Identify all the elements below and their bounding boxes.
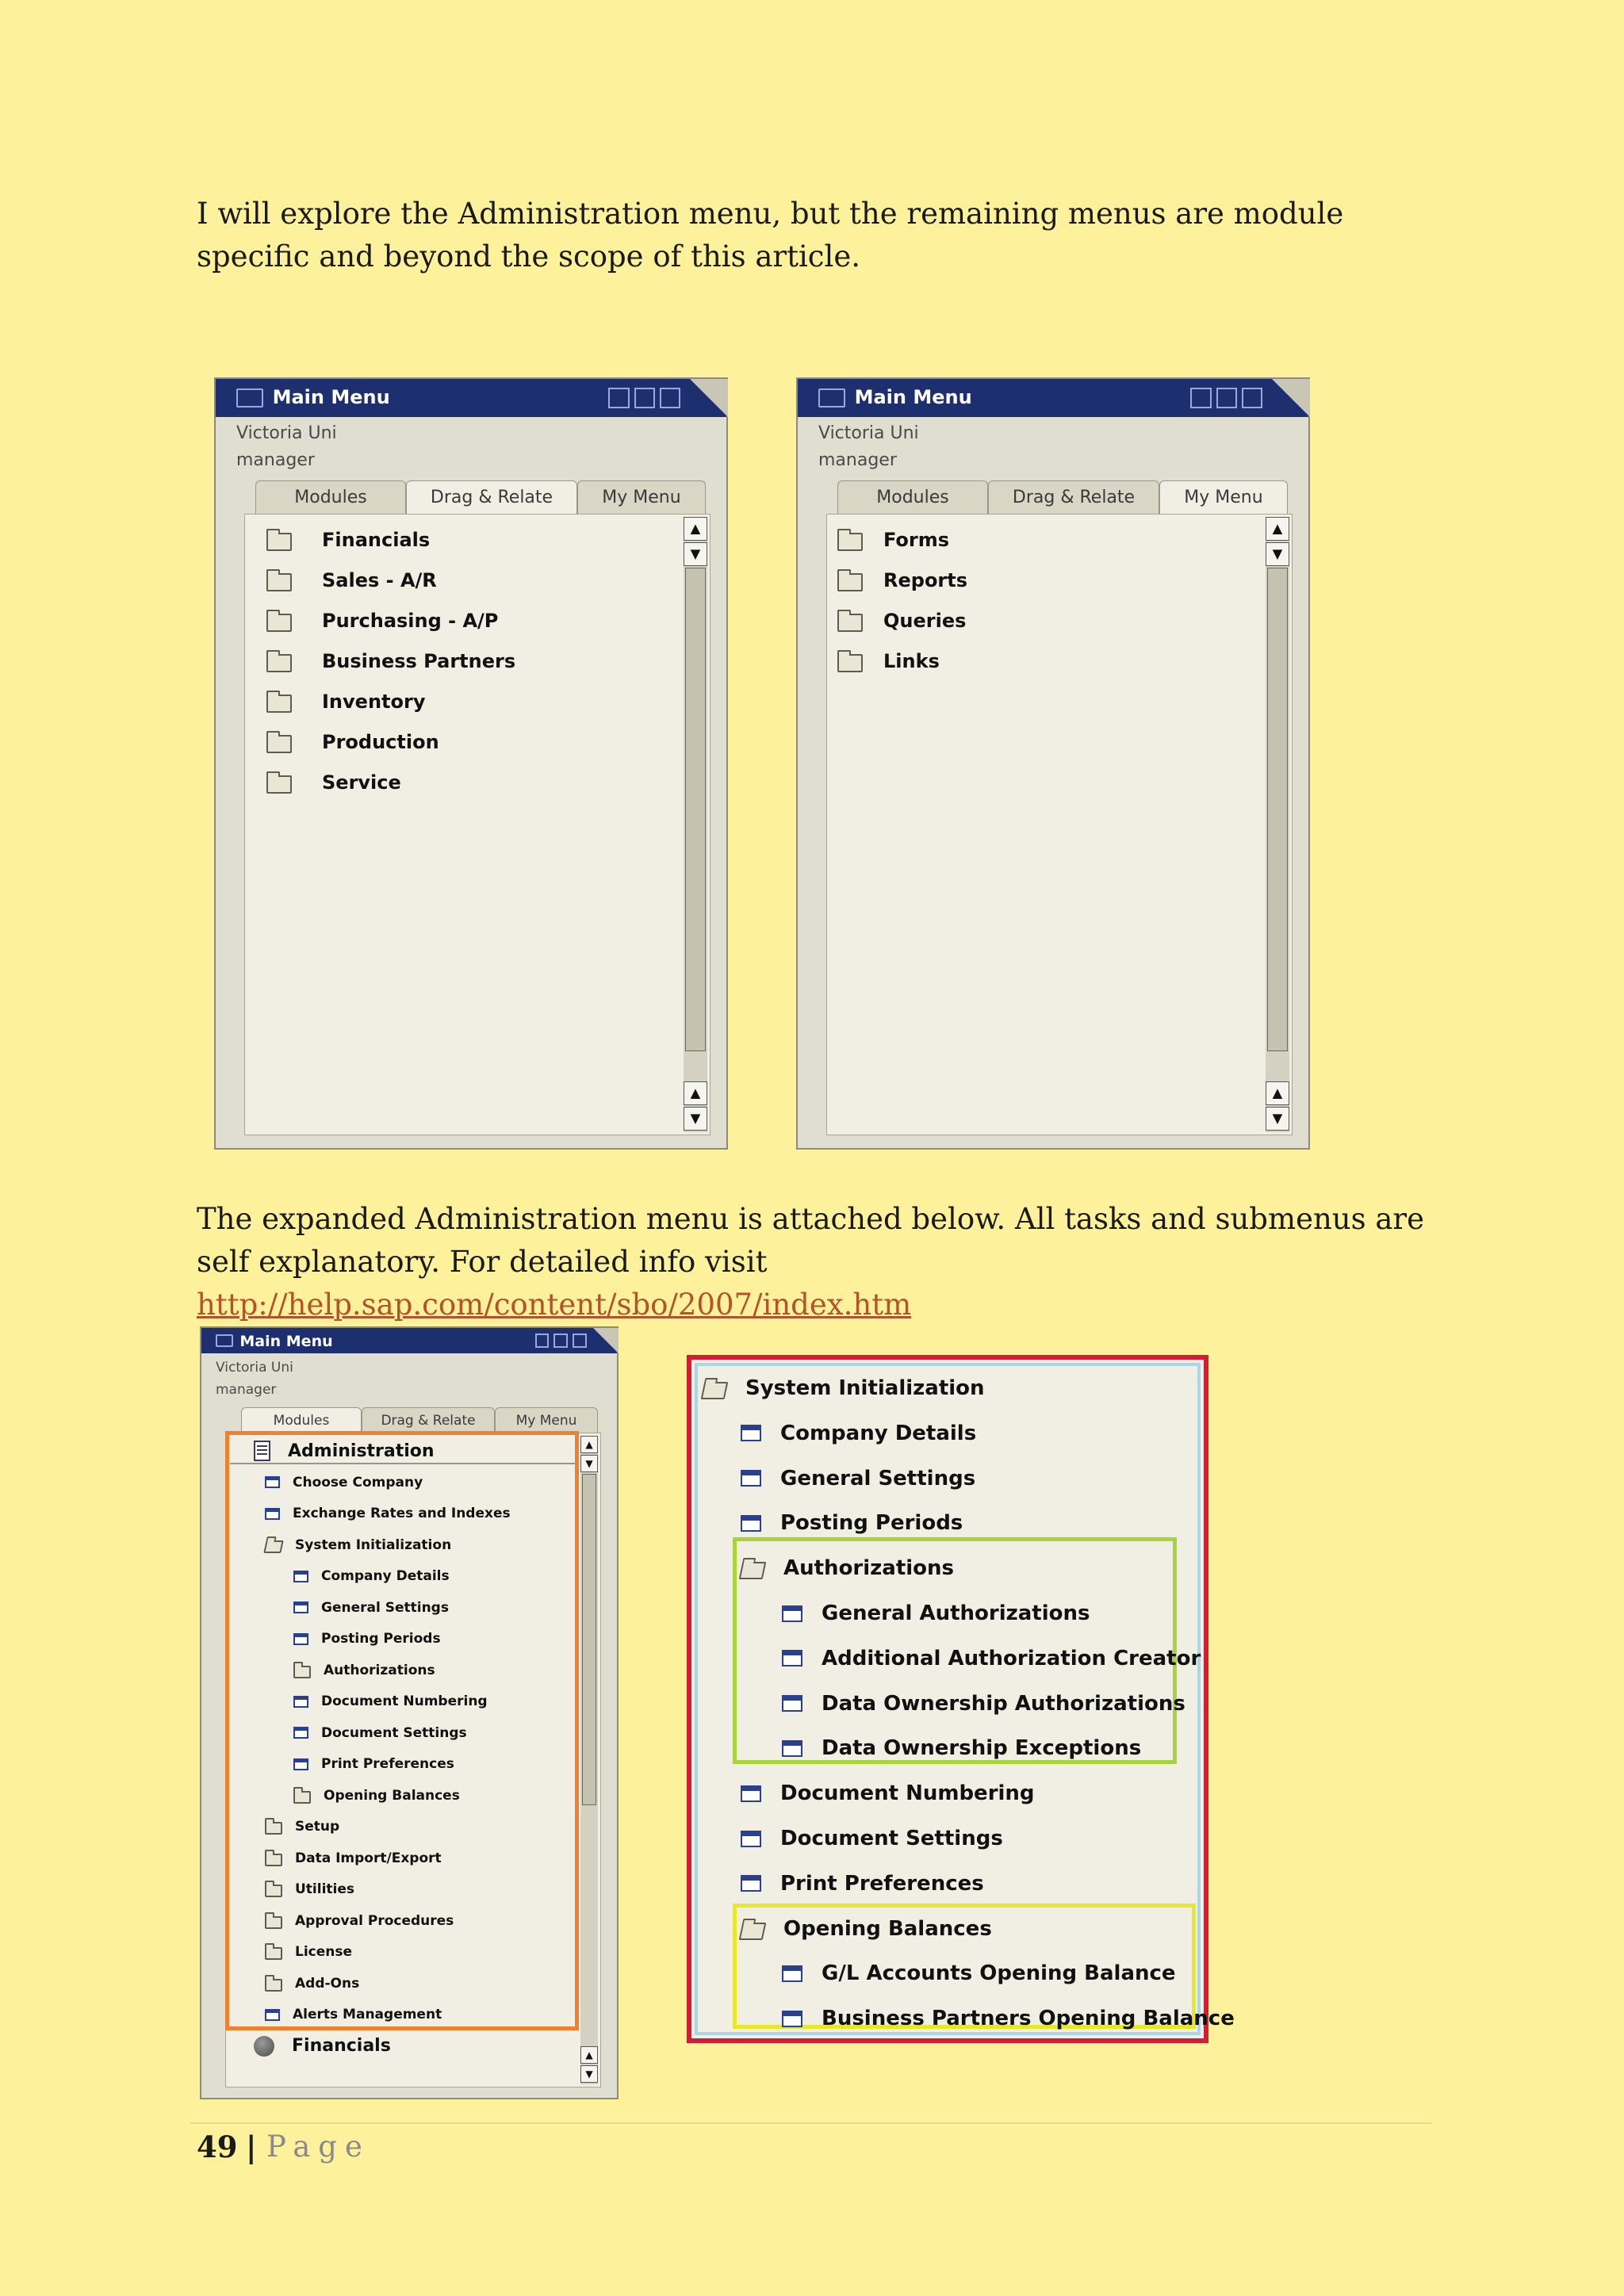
item-label: Document Settings	[780, 1827, 1003, 1850]
form-icon	[741, 1875, 761, 1892]
folder-icon	[266, 614, 292, 632]
item-label: Authorizations	[324, 1662, 435, 1678]
item-label: Business Partners	[322, 649, 516, 672]
close-icon[interactable]	[1242, 388, 1262, 408]
form-icon	[782, 2011, 802, 2027]
user-name: Victoria Uni	[236, 423, 337, 443]
zoom-item-data-ownership-exceptions[interactable]	[782, 1731, 1141, 1766]
form-icon	[741, 1831, 761, 1847]
maximize-icon[interactable]	[1216, 388, 1237, 408]
item-label: License	[295, 1944, 353, 1960]
expanded-text: The expanded Administration menu is attached below. All tasks and submenus are self explanatory. For detailed info visit	[197, 1202, 1425, 1279]
module-item-sales-a-r[interactable]	[266, 568, 437, 591]
item-label: Additional Authorization Creator	[822, 1646, 1201, 1670]
menu-list-pane	[244, 514, 710, 1135]
item-label: Print Preferences	[780, 1871, 984, 1896]
user-name: Victoria Uni	[818, 423, 919, 443]
item-label: Alerts Management	[293, 2007, 442, 2022]
module-item-purchasing-a-p[interactable]	[266, 609, 498, 632]
menu-list-pane	[826, 514, 1293, 1135]
scroll-up-bottom-icon[interactable]: ▲	[1266, 1081, 1289, 1105]
intro-paragraph: I will explore the Administration menu, but the remaining menus are module specific and beyond the scope of this article.	[197, 197, 1344, 274]
user-role: manager	[216, 1382, 277, 1398]
tab-drag-relate[interactable]: Drag & Relate	[362, 1407, 495, 1433]
zoom-item-business-partners-opening-balance[interactable]	[782, 2001, 1235, 2036]
item-label: Opening Balances	[783, 1916, 992, 1941]
item-label: General Authorizations	[822, 1601, 1090, 1625]
page-number: 49	[197, 2130, 238, 2164]
tab-modules[interactable]: Modules	[837, 480, 988, 514]
tab-my-menu[interactable]: My Menu	[495, 1407, 598, 1433]
page-label: Page	[266, 2130, 370, 2164]
zoom-item-document-settings[interactable]	[741, 1821, 1003, 1856]
zoom-item-system-initialization[interactable]	[703, 1371, 985, 1406]
item-label: General Settings	[780, 1466, 976, 1490]
footer-divider	[190, 2122, 1431, 2124]
form-icon	[741, 1425, 761, 1441]
item-label: Service	[322, 771, 401, 794]
item-label: Sales - A/R	[322, 568, 437, 591]
folder-open-icon	[701, 1382, 729, 1399]
item-label: Posting Periods	[780, 1511, 963, 1536]
zoom-item-additional-authorization-creator[interactable]	[782, 1641, 1201, 1676]
item-label: Company Details	[780, 1421, 977, 1445]
folder-icon	[266, 533, 292, 551]
item-label: Document Numbering	[321, 1693, 488, 1709]
item-label: Posting Periods	[321, 1631, 441, 1647]
folder-icon	[266, 695, 292, 713]
folder-icon	[837, 573, 863, 591]
zoom-item-opening-balances[interactable]	[741, 1911, 992, 1946]
main-menu-window-modules	[214, 377, 728, 1150]
item-label: Business Partners Opening Balance	[822, 2007, 1235, 2031]
folder-icon	[837, 654, 863, 672]
user-name: Victoria Uni	[216, 1360, 293, 1376]
item-label: Administration	[288, 1441, 435, 1461]
tab-modules[interactable]: Modules	[255, 480, 406, 514]
item-label: Forms	[883, 528, 950, 551]
title-bar-corner	[1272, 379, 1310, 417]
globe-icon	[254, 2036, 274, 2057]
scrollbar-thumb[interactable]	[1267, 568, 1288, 1051]
item-label: Financials	[322, 528, 431, 551]
form-icon	[741, 1515, 761, 1532]
item-label: Setup	[295, 1819, 340, 1835]
folder-open-icon	[739, 1923, 767, 1940]
scroll-down-bottom-icon[interactable]: ▼	[580, 2065, 598, 2083]
zoom-item-data-ownership-authorizations[interactable]	[782, 1686, 1185, 1721]
window-title: Main Menu	[239, 1332, 333, 1350]
minimize-icon[interactable]	[1190, 388, 1211, 408]
item-label: Print Preferences	[321, 1756, 454, 1772]
module-item-financials[interactable]	[266, 528, 430, 551]
window-controls	[530, 1334, 587, 1348]
form-icon	[741, 1470, 761, 1487]
tab-my-menu[interactable]: My Menu	[1159, 480, 1288, 514]
window-title: Main Menu	[854, 385, 972, 408]
scroll-up-top-icon[interactable]: ▲	[1266, 517, 1289, 541]
item-label: Inventory	[322, 690, 426, 713]
folder-icon	[266, 654, 292, 672]
item-label: Production	[322, 730, 439, 753]
zoom-item-posting-periods[interactable]	[741, 1506, 963, 1540]
window-controls	[603, 388, 680, 408]
system-initialization-zoom	[687, 1355, 1235, 2043]
maximize-icon[interactable]	[553, 1334, 568, 1348]
scrollbar-thumb[interactable]	[685, 568, 706, 1051]
item-label: Approval Procedures	[295, 1912, 454, 1929]
administration-highlight	[225, 1431, 579, 2030]
zoom-item-g-l-accounts-opening-balance[interactable]	[782, 1956, 1176, 1991]
module-item-production[interactable]	[266, 730, 439, 753]
zoom-item-company-details[interactable]	[741, 1416, 976, 1451]
item-label: Utilities	[295, 1881, 355, 1897]
window-title: Main Menu	[272, 385, 390, 408]
tab-strip	[241, 1407, 598, 1433]
tab-strip	[837, 480, 1288, 514]
window-logo-icon	[216, 1334, 233, 1347]
user-role: manager	[818, 450, 897, 470]
folder-icon	[837, 614, 863, 632]
help-link[interactable]: http://help.sap.com/content/sbo/2007/index.htm	[197, 1288, 912, 1322]
tab-drag-relate[interactable]: Drag & Relate	[988, 480, 1159, 514]
scroll-up-top-icon[interactable]: ▲	[580, 1436, 598, 1453]
scrollbar-thumb[interactable]	[582, 1474, 596, 1805]
module-item-business-partners[interactable]	[266, 649, 515, 672]
zoom-item-general-settings[interactable]	[741, 1461, 975, 1496]
form-icon	[782, 1605, 802, 1622]
scroll-up-top-icon[interactable]: ▲	[684, 517, 707, 541]
scroll-down-top-icon[interactable]: ▼	[684, 542, 707, 566]
item-label: General Settings	[321, 1599, 449, 1616]
item-label: Document Numbering	[780, 1781, 1035, 1806]
my-menu-item-links[interactable]	[837, 649, 940, 672]
close-icon[interactable]	[660, 388, 680, 408]
minimize-icon[interactable]	[608, 388, 629, 408]
form-icon	[741, 1785, 761, 1802]
close-icon[interactable]	[573, 1334, 587, 1348]
scroll-down-bottom-icon[interactable]: ▼	[1266, 1107, 1289, 1131]
zoom-item-print-preferences[interactable]	[741, 1866, 984, 1901]
tab-modules[interactable]: Modules	[241, 1407, 362, 1433]
window-controls	[1185, 388, 1262, 408]
item-label: Company Details	[321, 1568, 450, 1584]
zoom-item-general-authorizations[interactable]	[782, 1596, 1090, 1631]
window-logo-icon	[818, 388, 845, 408]
item-label: Data Import/Export	[295, 1850, 442, 1866]
item-label: Reports	[883, 568, 968, 591]
title-bar	[216, 379, 726, 417]
folder-icon	[266, 735, 292, 753]
scroll-up-bottom-icon[interactable]: ▲	[580, 2046, 598, 2064]
item-label: Links	[883, 649, 940, 672]
module-header-financials[interactable]	[254, 2033, 391, 2060]
item-label: G/L Accounts Opening Balance	[822, 1961, 1176, 1986]
tab-my-menu[interactable]: My Menu	[577, 480, 706, 514]
item-label: Add-Ons	[295, 1975, 360, 1992]
my-menu-item-queries[interactable]	[837, 609, 966, 632]
zoom-item-document-numbering[interactable]	[741, 1776, 1035, 1811]
folder-open-icon	[739, 1562, 767, 1579]
tab-strip	[255, 480, 706, 514]
scroll-down-bottom-icon[interactable]: ▼	[684, 1107, 707, 1131]
item-label: System Initialization	[295, 1536, 452, 1553]
page-separator: |	[246, 2130, 257, 2164]
form-icon	[782, 1740, 802, 1757]
window-logo-icon	[236, 388, 263, 408]
tab-drag-relate[interactable]: Drag & Relate	[406, 480, 577, 514]
folder-icon	[266, 775, 292, 794]
scroll-up-bottom-icon[interactable]: ▲	[684, 1081, 707, 1105]
item-label: Authorizations	[783, 1556, 955, 1581]
item-label: Exchange Rates and Indexes	[293, 1506, 511, 1521]
my-menu-item-reports[interactable]	[837, 568, 967, 591]
form-icon	[782, 1695, 802, 1712]
module-item-service[interactable]	[266, 771, 401, 794]
title-bar	[201, 1328, 617, 1353]
scroll-down-top-icon[interactable]: ▼	[1266, 542, 1289, 566]
item-label: Data Ownership Authorizations	[822, 1691, 1185, 1716]
folder-icon	[837, 533, 863, 551]
item-label: Financials	[292, 2036, 391, 2056]
title-bar	[798, 379, 1308, 417]
item-label: Choose Company	[293, 1474, 423, 1490]
item-label: Queries	[883, 609, 967, 632]
main-menu-window-administration	[200, 1326, 619, 2099]
scroll-down-top-icon[interactable]: ▼	[580, 1455, 598, 1472]
user-role: manager	[236, 450, 315, 470]
minimize-icon[interactable]	[535, 1334, 550, 1348]
expanded-paragraph	[197, 1198, 1434, 1326]
form-icon	[782, 1650, 802, 1667]
main-menu-window-my-menu	[796, 377, 1310, 1150]
my-menu-item-forms[interactable]	[837, 528, 949, 551]
module-item-inventory[interactable]	[266, 690, 425, 713]
item-label: Purchasing - A/P	[322, 609, 499, 632]
item-label: Opening Balances	[324, 1787, 460, 1804]
form-icon	[782, 1965, 802, 1982]
item-label: Data Ownership Exceptions	[822, 1736, 1142, 1761]
folder-icon	[266, 573, 292, 591]
title-bar-corner	[593, 1328, 619, 1353]
maximize-icon[interactable]	[634, 388, 655, 408]
title-bar-corner	[690, 379, 728, 417]
item-label: Document Settings	[321, 1724, 467, 1741]
zoom-item-authorizations[interactable]	[741, 1551, 954, 1586]
item-label: System Initialization	[745, 1376, 985, 1400]
